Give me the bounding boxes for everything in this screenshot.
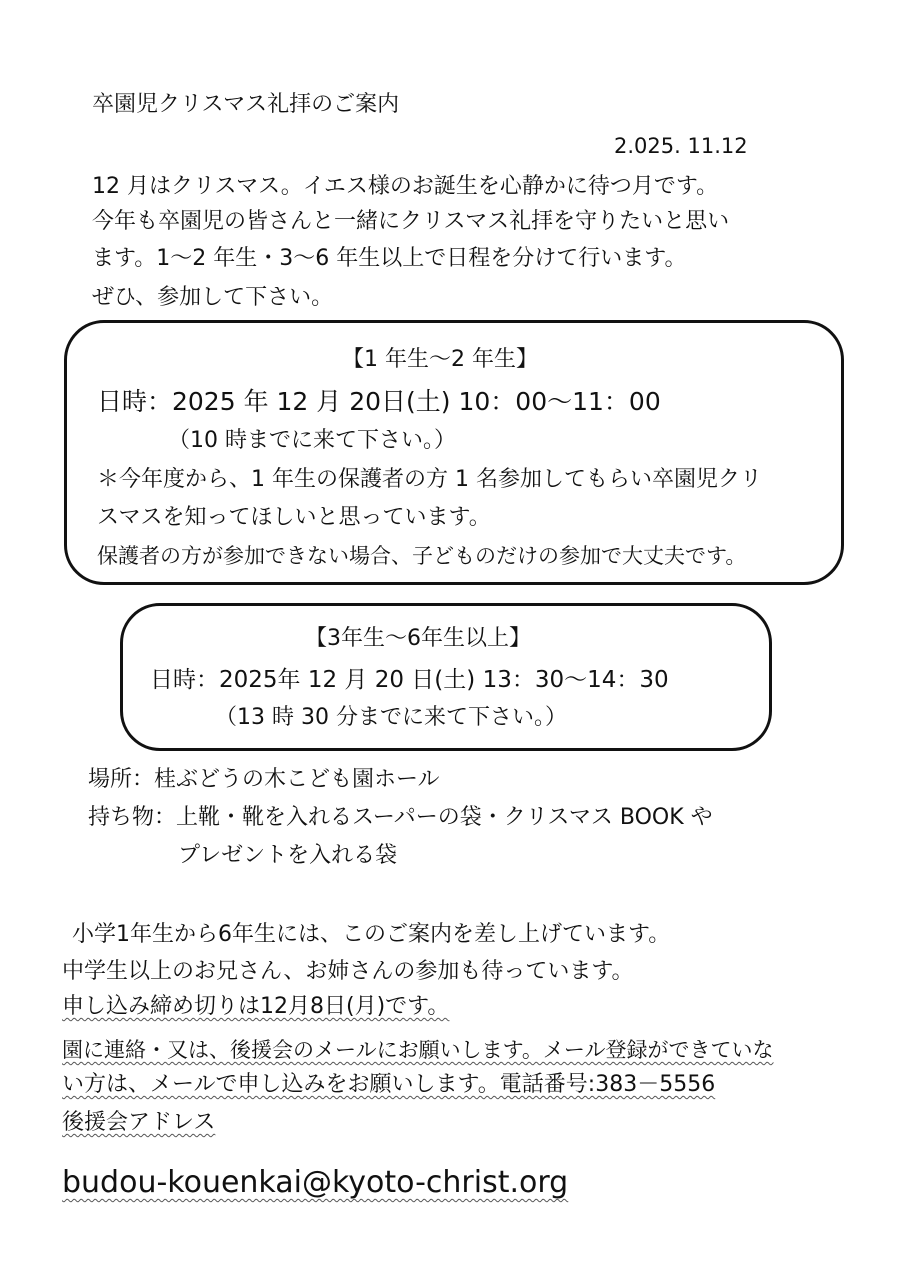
place-line: 場所：桂ぶどうの木こども園ホール	[88, 767, 440, 792]
session1-note: ＊今年度から、1 年生の保護者の方 1 名参加してもらい卒園児クリ	[97, 467, 762, 492]
session1-arrival: （10 時までに来て下さい。）	[168, 428, 456, 453]
intro-line: 今年も卒園児の皆さんと一緒にクリスマス礼拝を守りたいと思い	[92, 209, 730, 234]
belongings-line: プレゼントを入れる袋	[178, 843, 398, 868]
footer-line: 申し込み締め切りは12月8日(月)です。	[62, 994, 450, 1019]
session1-heading: 【1 年生～2 年生】	[342, 347, 538, 372]
footer-line: 中学生以上のお兄さん、お姉さんの参加も待っています。	[62, 959, 634, 984]
session2-arrival: （13 時 30 分までに来て下さい。）	[215, 705, 567, 730]
belongings-line: 持ち物：上靴・靴を入れるスーパーの袋・クリスマス BOOK や	[88, 805, 713, 830]
session1-note: 保護者の方が参加できない場合、子どものだけの参加で大丈夫です。	[97, 544, 747, 568]
document-date: 2.025. 11.12	[614, 134, 748, 158]
footer-line: い方は、メールで申し込みをお願いします。電話番号:383－5556	[62, 1072, 716, 1097]
footer-line: 後援会アドレス	[62, 1110, 216, 1135]
document-title: 卒園児クリスマス礼拝のご案内	[92, 92, 400, 117]
session1-datetime: 日時：2025 年 12 月 20日(土) 10：00～11：00	[97, 387, 661, 416]
footer-line: 園に連絡・又は、後援会のメールにお願いします。メール登録ができていな	[62, 1038, 774, 1062]
intro-line: ます。1～2 年生・3～6 年生以上で日程を分けて行います。	[92, 246, 687, 271]
session1-note: スマスを知ってほしいと思っています。	[97, 505, 491, 530]
intro-line: 12 月はクリスマス。イエス様のお誕生を心静かに待つ月です。	[92, 174, 719, 199]
footer-line: 小学1年生から6年生には、このご案内を差し上げています。	[72, 922, 671, 947]
intro-line: ぜひ、参加して下さい。	[92, 285, 334, 310]
session2-heading: 【3年生～6年生以上】	[305, 626, 531, 651]
session2-datetime: 日時：2025年 12 月 20 日(土) 13：30～14：30	[150, 667, 669, 693]
contact-email-link[interactable]: budou-kouenkai@kyoto-christ.org	[62, 1165, 569, 1200]
